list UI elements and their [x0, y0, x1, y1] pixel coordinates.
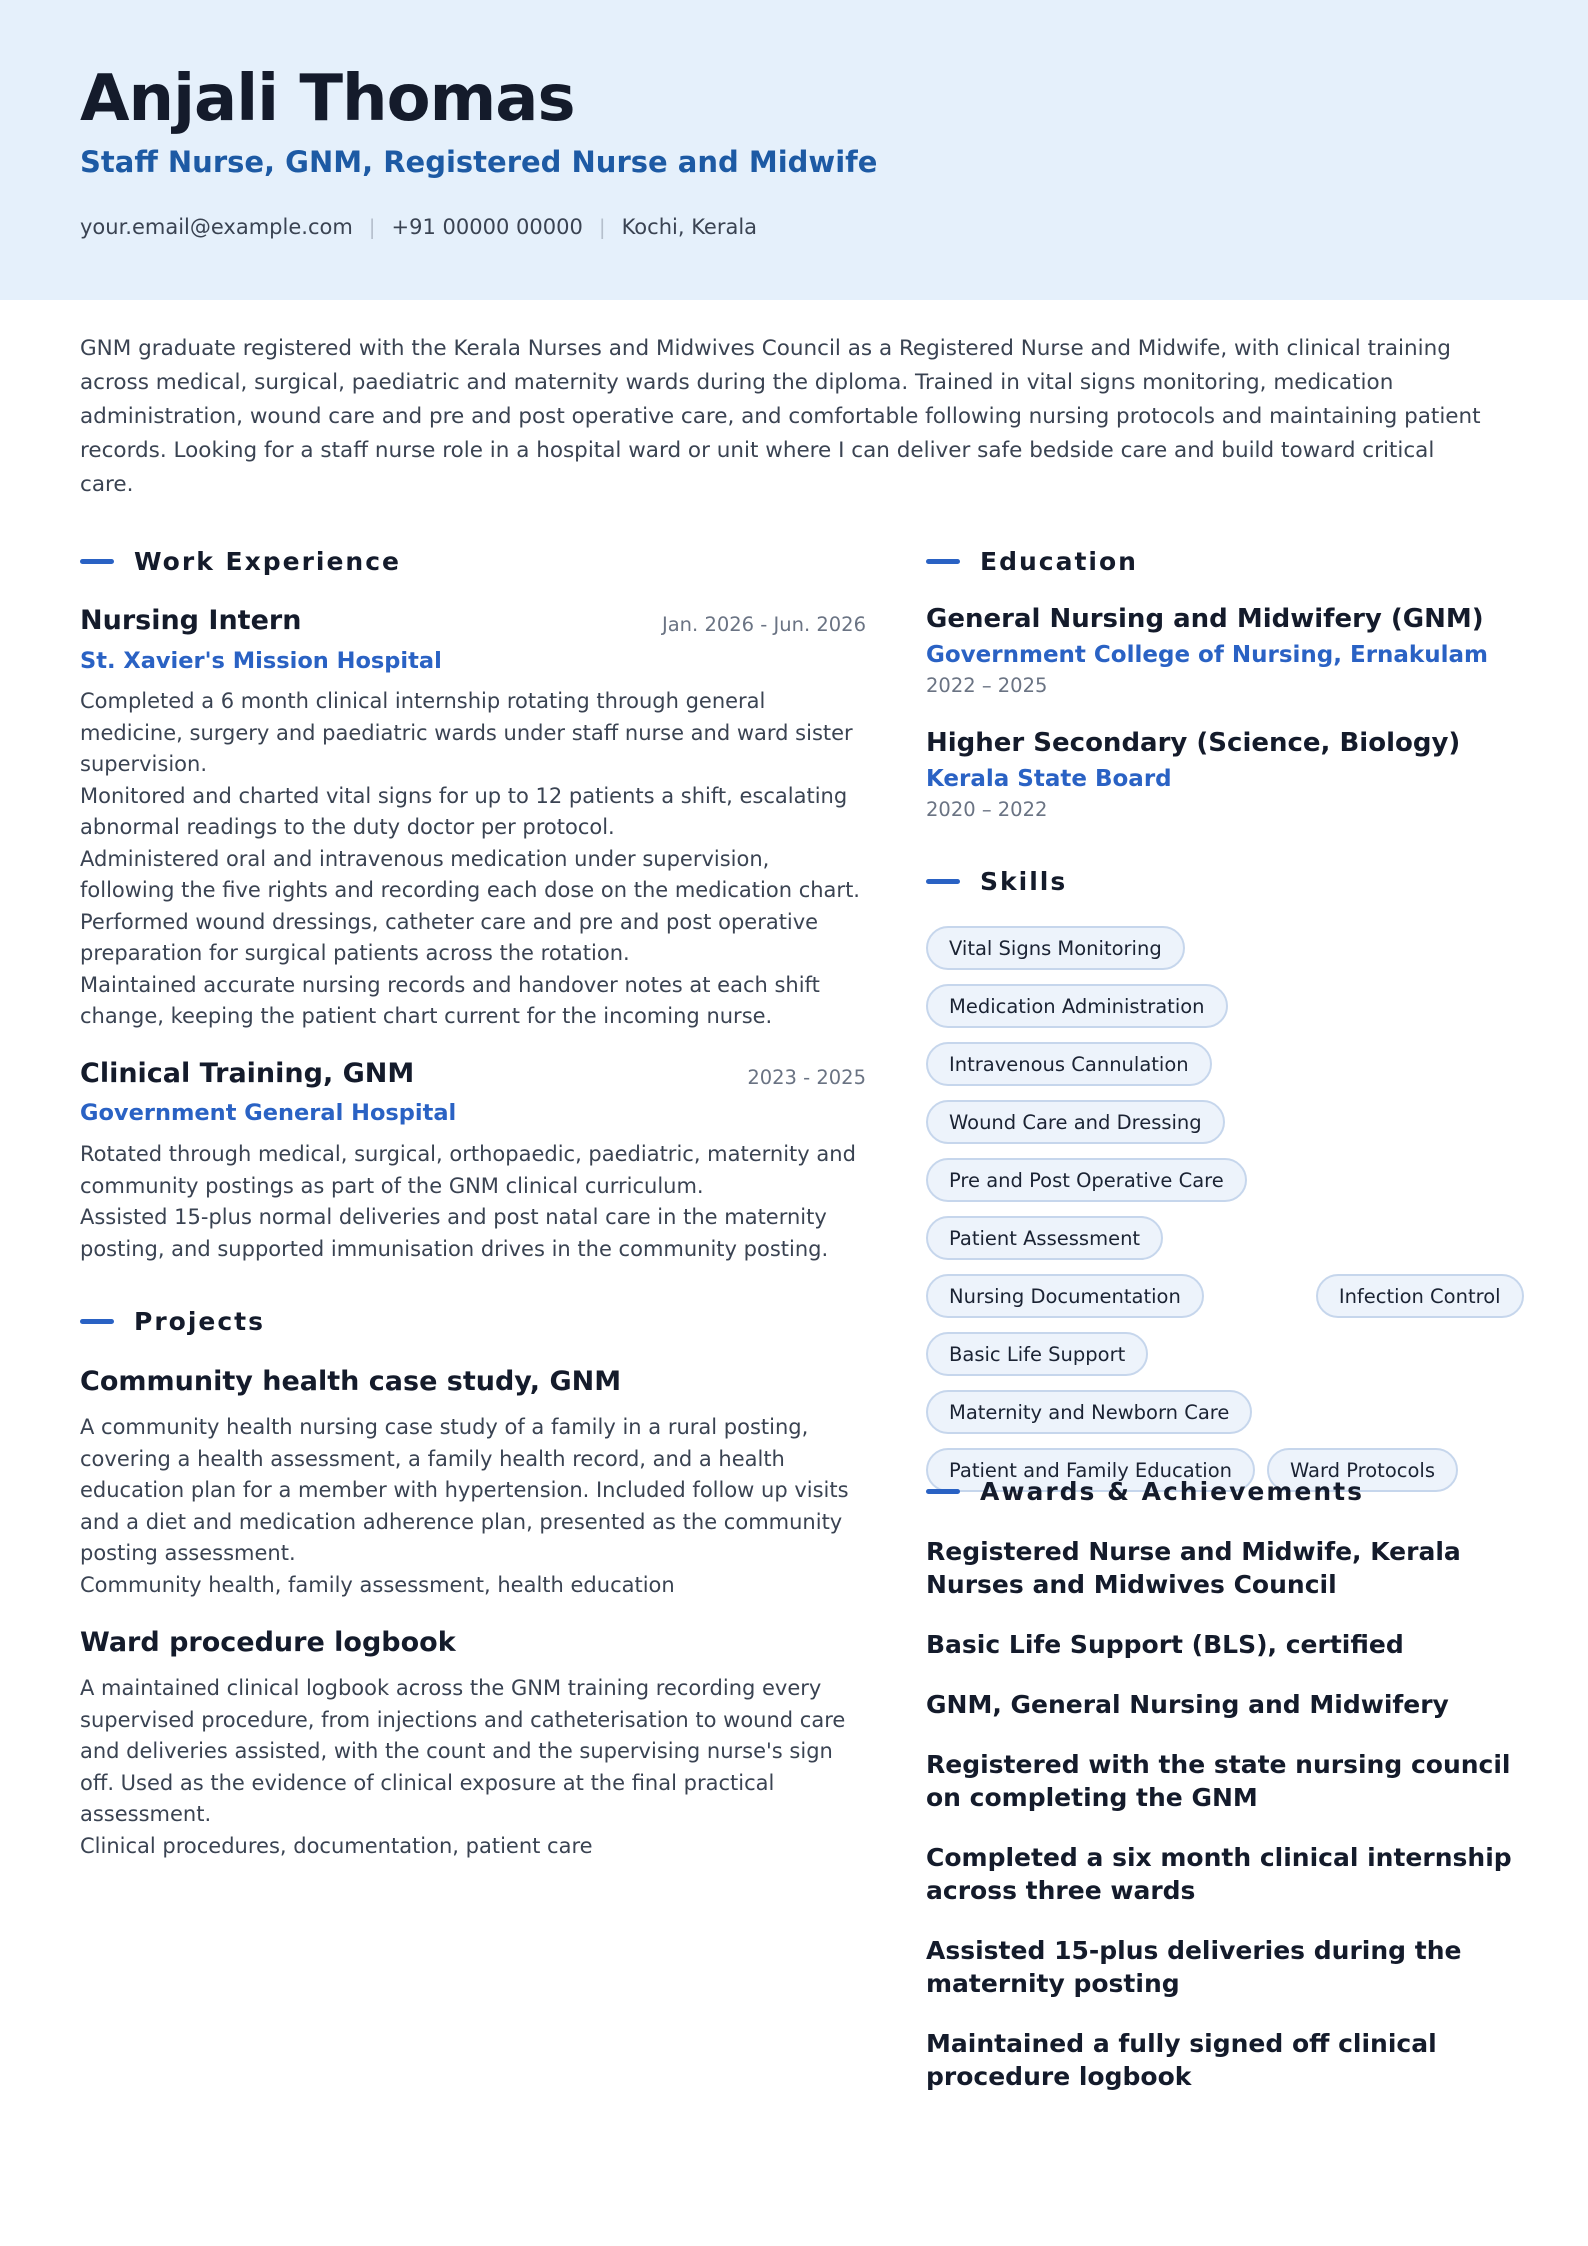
job-bullet: Monitored and charted vital signs for up to 12 patients a shift, escalating abnormal readings to the duty doctor per protocol. — [80, 783, 848, 839]
award-item: Registered with the state nursing council on completing the GNM — [926, 1750, 1511, 1812]
project-tags: Community health, family assessment, health education — [80, 1572, 675, 1597]
contact-email[interactable]: your.email@example.com — [80, 215, 353, 239]
skills-heading — [926, 867, 1067, 896]
section-accent-bar — [926, 559, 960, 564]
job-dates: 2023 - 2025 — [747, 1066, 866, 1089]
skill-chip: Ward Protocols — [1267, 1448, 1458, 1492]
job-bullet: Administered oral and intravenous medication under supervision, following the five rights and recording each dose on the medication chart. — [80, 846, 860, 902]
contact-divider: | — [368, 215, 376, 239]
job-bullet: Rotated through medical, surgical, orthopaedic, paediatric, maternity and community postings as part of the GNM clinical curriculum. — [80, 1142, 856, 1198]
skill-chip: Patient and Family Education — [926, 1448, 1255, 1492]
section-accent-bar — [926, 1489, 960, 1494]
projects-heading — [80, 1307, 265, 1336]
section-accent-bar — [926, 879, 960, 884]
section-title-text: Work Experience — [134, 547, 401, 576]
job-bullet: Assisted 15-plus normal deliveries and post natal care in the maternity posting, and supported immunisation drives in the community posting. — [80, 1205, 829, 1261]
project-description: A community health nursing case study of a family in a rural posting, covering a health assessment, a family health record, and a health education plan for a member with hypertension. Included follow up visits and a diet and medication adherence plan, presented as the community posting assessment. — [80, 1415, 849, 1565]
contact-location: Kochi, Kerala — [621, 215, 758, 239]
skill-chip: Infection Control — [1316, 1274, 1524, 1318]
education-school: Kerala State Board — [926, 766, 1172, 792]
skill-chip: Intravenous Cannulation — [926, 1042, 1212, 1086]
award-item: GNM, General Nursing and Midwifery — [926, 1690, 1449, 1719]
job-title: Clinical Training, GNM — [80, 1058, 415, 1089]
skill-chip: Pre and Post Operative Care — [926, 1158, 1247, 1202]
project-title: Community health case study, GNM — [80, 1366, 622, 1397]
section-title-text: Skills — [980, 867, 1068, 896]
section-title-text: Awards & Achievements — [980, 1477, 1365, 1506]
section-title-text: Education — [980, 547, 1138, 576]
professional-summary: GNM graduate registered with the Kerala Nurses and Midwives Council as a Registered Nurse and Midwife, with clinical training across medical, surgical, paediatric and maternity wards during the diploma. Trained in vital signs monitoring, medication administration, wound care and pre and post operative care, and comfortable following nursing protocols and maintaining patient records. Looking for a staff nurse role in a hospital ward or unit where I can deliver safe bedside care and build toward critical care. — [80, 336, 1481, 497]
contact-line — [80, 215, 757, 239]
job-bullet: Completed a 6 month clinical internship rotating through general medicine, surgery and paediatric wards under staff nurse and ward sister supervision. — [80, 689, 853, 776]
education-degree: Higher Secondary (Science, Biology) — [926, 728, 1461, 758]
skill-chip: Wound Care and Dressing — [926, 1100, 1225, 1144]
education-heading — [926, 547, 1138, 576]
contact-phone[interactable]: +91 00000 00000 — [391, 215, 583, 239]
skill-chip: Medication Administration — [926, 984, 1228, 1028]
award-item: Completed a six month clinical internship across three wards — [926, 1843, 1512, 1905]
project-body — [80, 1412, 870, 1601]
job-bullet: Performed wound dressings, catheter care and pre and post operative preparation for surgical patients across the rotation. — [80, 909, 819, 965]
project-description: A maintained clinical logbook across the GNM training recording every supervised procedure, from injections and catheterisation to wound care and deliveries assisted, with the count and the supervising nurse's sign off. Used as the evidence of clinical exposure at the final practical assessment. — [80, 1676, 846, 1826]
job-organization: St. Xavier's Mission Hospital — [80, 648, 442, 674]
section-accent-bar — [80, 1319, 114, 1324]
section-title-text: Projects — [134, 1307, 266, 1336]
awards-list — [926, 1535, 1526, 2120]
job-bullets — [80, 686, 870, 1033]
award-item: Registered Nurse and Midwife, Kerala Nurses and Midwives Council — [926, 1537, 1461, 1599]
award-item: Assisted 15-plus deliveries during the maternity posting — [926, 1936, 1462, 1998]
award-item: Basic Life Support (BLS), certified — [926, 1630, 1404, 1659]
project-title: Ward procedure logbook — [80, 1627, 456, 1658]
skill-chip: Basic Life Support — [926, 1332, 1148, 1376]
contact-divider: | — [598, 215, 606, 239]
award-item: Maintained a fully signed off clinical procedure logbook — [926, 2029, 1437, 2091]
awards-heading — [926, 1477, 1364, 1506]
section-accent-bar — [80, 559, 114, 564]
job-organization: Government General Hospital — [80, 1100, 457, 1126]
skill-chip: Maternity and Newborn Care — [926, 1390, 1252, 1434]
job-dates: Jan. 2026 - Jun. 2026 — [661, 613, 866, 636]
education-years: 2020 – 2022 — [926, 798, 1048, 821]
education-school: Government College of Nursing, Ernakulam — [926, 642, 1488, 668]
job-bullet: Maintained accurate nursing records and handover notes at each shift change, keeping the patient chart current for the incoming nurse. — [80, 972, 820, 1028]
education-degree: General Nursing and Midwifery (GNM) — [926, 604, 1484, 634]
skill-chip: Vital Signs Monitoring — [926, 926, 1185, 970]
skill-chip: Patient Assessment — [926, 1216, 1163, 1260]
job-title: Nursing Intern — [80, 605, 302, 636]
project-body — [80, 1673, 870, 1862]
resume-header — [0, 0, 1588, 300]
skill-chip: Nursing Documentation — [926, 1274, 1204, 1318]
work-experience-heading — [80, 547, 401, 576]
skills-list — [926, 926, 1526, 1492]
job-bullets — [80, 1139, 870, 1265]
education-years: 2022 – 2025 — [926, 674, 1048, 697]
candidate-headline: Staff Nurse, GNM, Registered Nurse and Midwife — [80, 145, 878, 179]
candidate-name: Anjali Thomas — [80, 62, 575, 136]
project-tags: Clinical procedures, documentation, patient care — [80, 1833, 593, 1858]
